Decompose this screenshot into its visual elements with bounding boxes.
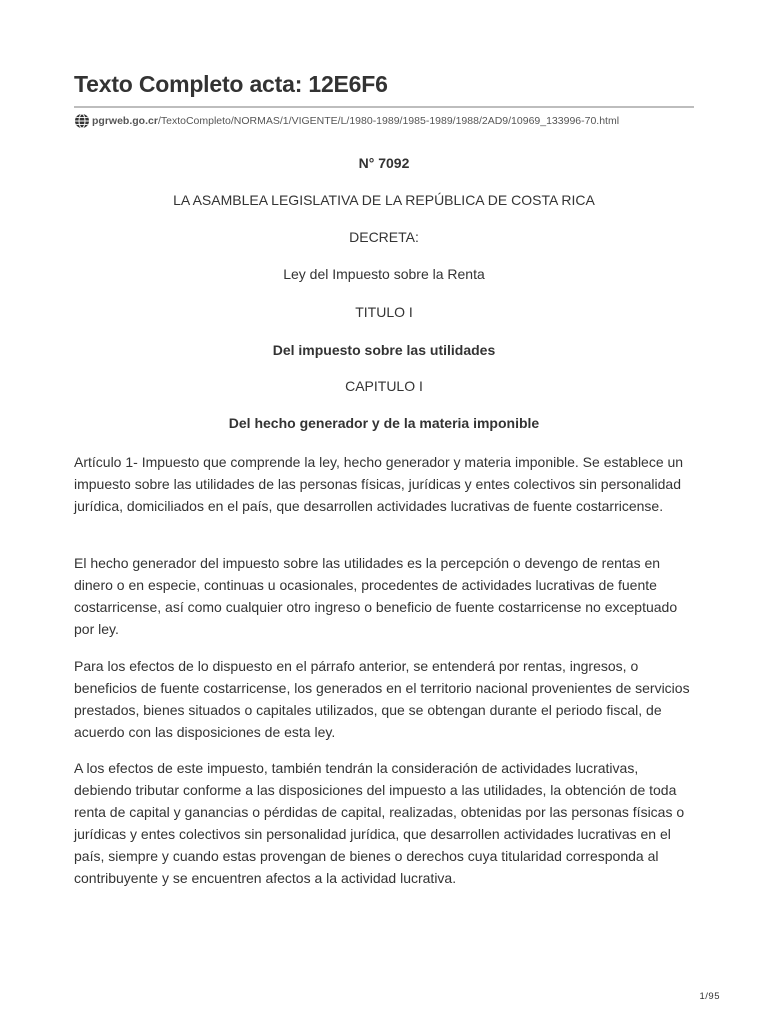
title-heading: Del impuesto sobre las utilidades [272,342,496,358]
title-divider [74,106,694,108]
source-url[interactable] [74,112,619,130]
law-number: N° 7092 [358,155,410,171]
body-paragraph: A los efectos de este impuesto, también tendrán la consideración de actividades lucrativas, debiendo tributar conforme a las disposiciones del impuesto a las utilidades, la obtención de toda renta de capital y ganancias o pérdidas de capital, realizadas, obtenidas por las personas físicas o jurídicas y entes colectivos sin personalidad jurídica, que desarrollen actividades lucrativas en el país, siempre y cuando estas provengan de bienes o derechos cuya titularidad corresponda al contribuyente y se encuentren afectos a la actividad lucrativa. [74,760,685,886]
body-paragraph: El hecho generador del impuesto sobre las utilidades es la percepción o devengo de rentas en dinero o en especie, continuas u ocasionales, procedentes de actividades lucrativas de fuente costarricense, así como cualquier otro ingreso o beneficio de fuente costarricense no exceptuado por ley. [74,555,678,637]
globe-icon [74,113,90,129]
law-name: Ley del Impuesto sobre la Renta [283,266,485,282]
body-paragraph: Para los efectos de lo dispuesto en el párrafo anterior, se entenderá por rentas, ingresos, o beneficios de fuente costarricense, los generados en el territorio nacional provenientes de servicios prestados, bienes situados o capitales utilizados, que se obtengan durante el periodo fiscal, de acuerdo con las disposiciones de esta ley. [74,658,690,740]
title-label: TITULO I [355,304,413,320]
assembly-heading: LA ASAMBLEA LEGISLATIVA DE LA REPÚBLICA DE COSTA RICA [173,192,595,208]
chapter-heading: Del hecho generador y de la materia imponible [228,415,540,431]
source-path[interactable]: /TextoCompleto/NORMAS/1/VIGENTE/L/1980-1989/1985-1989/1988/2AD9/10969_133996-70.html [157,115,620,127]
decree-label: DECRETA: [349,229,419,245]
source-domain[interactable]: pgrweb.go.cr [92,115,158,127]
article-1-paragraph: Artículo 1- Impuesto que comprende la ley, hecho generador y materia imponible. Se establece un impuesto sobre las utilidades de las personas físicas, jurídicas y entes colectivos sin personalidad jurídica, domiciliados en el país, que desarrollen actividades lucrativas de fuente costarricense. [74,454,684,514]
page-indicator: 1/95 [699,991,720,1002]
chapter-label: CAPITULO I [345,378,423,394]
page-title: Texto Completo acta: 12E6F6 [74,71,388,97]
